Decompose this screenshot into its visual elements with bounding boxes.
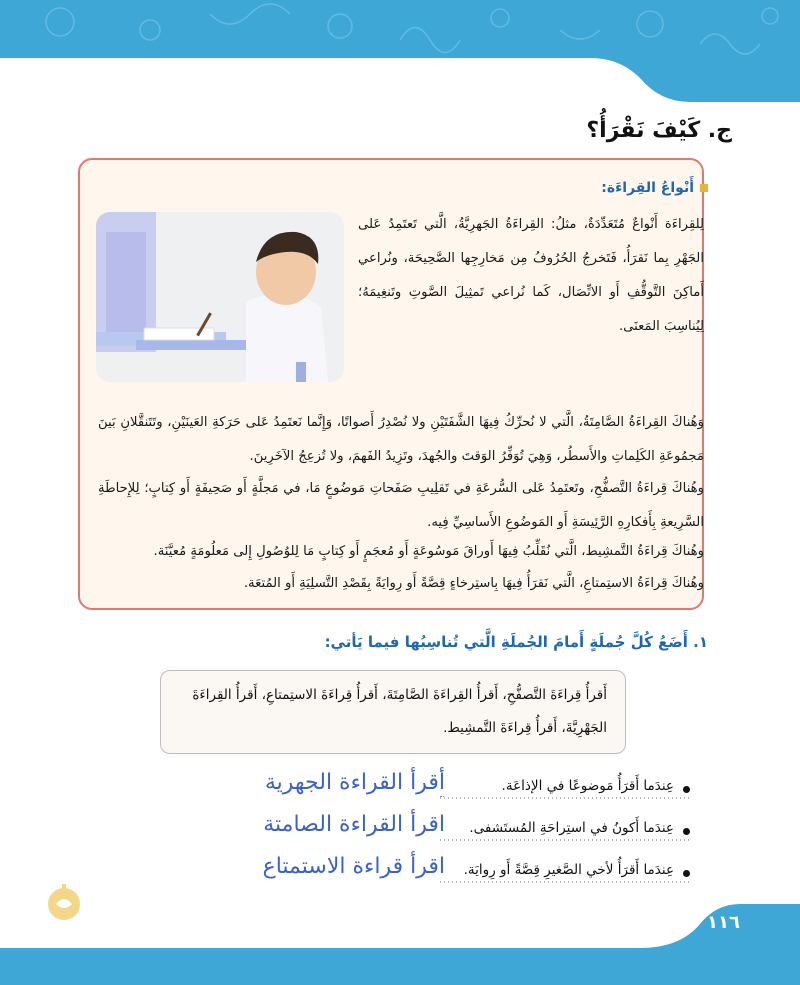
answer-context: عِندَما أَقرَأُ مَوضوعًا في الإذاعَة. [501,778,674,794]
reading-types-heading [601,180,708,196]
answer-handwritten[interactable]: اقرأ القراءة الصامتة [263,812,445,837]
bottom-banner [0,904,800,985]
child-reading-photo-icon [96,212,344,382]
options-box: أَقرأُ قِراءَةَ التَّصفُّحِ، أَقرأُ القِراءَةَ الصَّامِتَةَ، أَقرأُ قِراءَةَ الاستِمتاعِ، أَقرأُ القِراءَةَ الجَهْرِيَّةَ، أَقرأُ قِراءَةَ التَّمشِيط. [160,670,626,754]
paragraph-loud-reading: لِلقِراءَة أَنْواعٌ مُتَعَدِّدَةٌ، مثلُ: القِراءَةُ الجَهرِيَّةُ، الَّتي تَعتَمِدُ عَلى الجَهْرِ بِما نَقرَأُ، فَتَخرجُ الحُرُوفُ مِن مَخارِجِها الصَّحِيحَة، ونُراعي أَماكِنَ التَّوقُّفِ أَو الاتِّصَال، كَما نُراعي تَمثِيلَ الصَّوتِ وتَنغِيمَهُ؛ لِيُناسِبَ المَعنَى. [358,217,704,334]
answer-dotted-lines [0,770,800,900]
answer-handwritten[interactable]: اقرأ قراءة الاستمتاع [262,854,445,879]
exercise-question: ١. أَضَعُ كُلَّ جُملَةٍ أَمامَ الجُملَةِ الَّتي تُناسِبُها فيما يَأتي: [324,633,708,651]
section-heading: ج. كَيْفَ نَقْرَأُ؟ [586,118,732,143]
top-banner [0,0,800,102]
paragraph-scanning: وهُناكَ قِراءَةُ التَّمشِيط، الَّتي نُقَلِّبُ فِيهَا أَوراقَ مَوسُوعَةٍ أَو مُعجَمٍ أَو كِتابٍ مَا لِلوُصُولِ إِلى مَعلُومَةٍ مُعيَّنَة. [153,544,704,559]
paragraph-skimming: وهُناكَ قِراءَةُ التَّصفُّحِ، وتَعتَمِدُ عَلى السُّرعَةِ في تَقلِيبِ صَفَحاتِ مَوضُوعٍ مَا، في مَجلَّةٍ أَو صَحِيفَةٍ أَو كِتابٍ؛ لِلإِحاطَةِ السَّرِيعةِ بِأَفكارِهِ الرَّئِيسَةِ أَو المَوضُوعِ الأَساسِيِّ فِيه. [98,481,704,530]
paragraph-silent-reading: وَهُناكَ القِراءَةُ الصَّامِتَةُ، الَّتي لا نُحرِّكُ فِيهَا الشَّفَتَيْنِ ولا نُصْدِرُ أَصواتًا، وَإِنَّما نَعتَمِدُ عَلى حَرَكةِ العَينَيْنِ، وتَتَنقَّلانِ بَينَ مَجمُوعَةِ الكَلِماتِ والأَسطُر، وَهِيَ تُوَفِّرُ الوَقتَ والجُهدَ، وتَزِيدُ الفَهمَ، ولا تُزعِجُ الآخَرِينَ. [98,415,704,464]
paragraph-pleasure-reading: وهُناكَ قِراءَةُ الاستِمتاعِ، الَّتي نَقرَأُ فِيهَا بِاستِرخاءٍ قِصَّةً أَو رِوايَةً بِقَصْدِ التَّسلِيَةِ أَو المُتعَة. [243,576,704,591]
heading-bullet-icon [700,184,708,192]
reading-types-heading-text: أَنْواعُ القِراءَة: [601,180,694,196]
answer-context: عِندَما أَقرَأُ لأخي الصَّغيرِ قِصَّةً أَو رِوايَة. [463,862,674,878]
page-number: ١١٦ [707,912,740,933]
answer-handwritten[interactable]: أقرأ القراءة الجهرية [264,770,445,795]
answer-context: عِندَما أَكونُ في استِراحَةِ المُستَشفى. [469,820,674,836]
